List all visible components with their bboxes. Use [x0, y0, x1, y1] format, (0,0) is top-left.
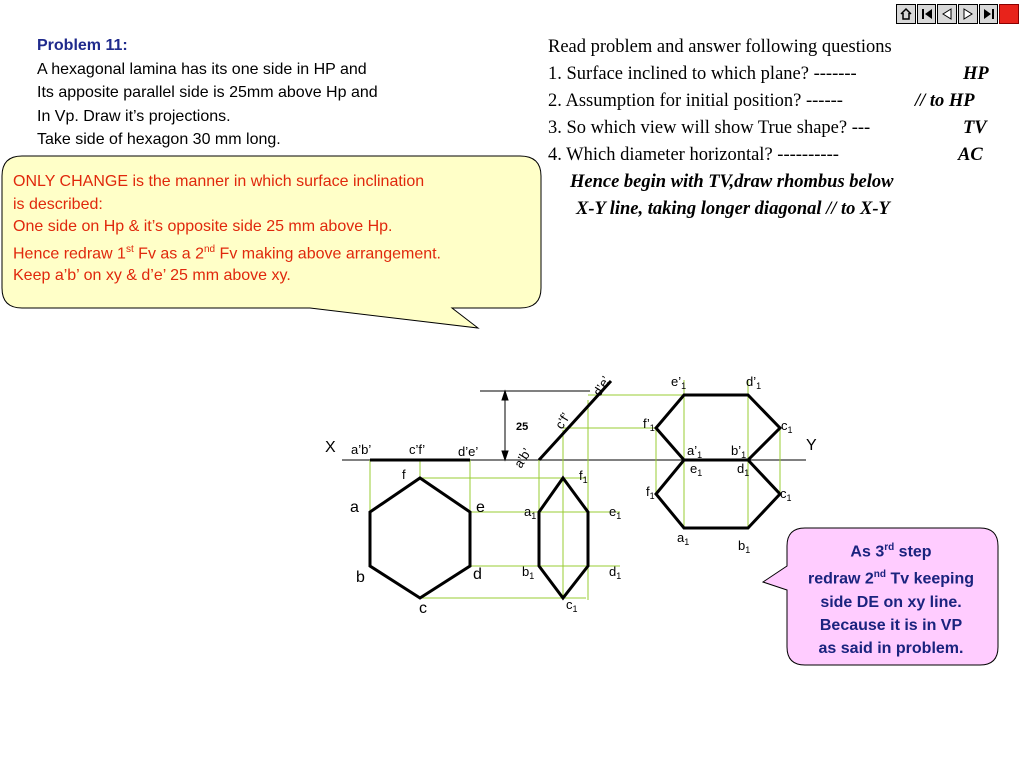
svg-text:f’1: $f’_1$: [643, 416, 655, 433]
svg-text:d1: $d_1$: [609, 564, 622, 581]
questions-block: [548, 34, 1018, 223]
svg-text:c1: $c_1$: [781, 418, 793, 435]
fv2-de-label: d’e’: [589, 373, 614, 399]
y-label: Y: [806, 437, 817, 454]
conclusion-line: X-Y line, taking longer diagonal // to X-Y: [576, 199, 890, 219]
vp-note-text: [784, 536, 998, 660]
tv1-b-label: b: [356, 569, 365, 586]
problem-statement: [37, 34, 507, 152]
question-answer: AC: [958, 145, 983, 165]
fv1-ab-label: a’b’: [351, 442, 372, 457]
svg-text:a1: $a_1$: [677, 530, 690, 547]
question-text: 4. Which diameter horizontal? ----------: [548, 145, 839, 165]
svg-text:d1: $d_1$: [737, 461, 750, 478]
problem-title: Problem 11:: [37, 37, 128, 54]
tv1-e-label: e: [476, 499, 485, 516]
callout-line: ONLY CHANGE is the manner in which surface inclination: [13, 173, 425, 190]
dimension-25-label: 25: [516, 421, 529, 433]
question-text: 2. Assumption for initial position? ------: [548, 91, 843, 111]
svg-text:f1: $f_1$: [579, 468, 588, 485]
dimension-25: [480, 391, 590, 460]
x-label: X: [325, 439, 336, 456]
problem-line: Its apposite parallel side is 25mm above Hp and: [37, 84, 378, 101]
callout-line: Keep a’b’ on xy & d’e’ 25 mm above xy.: [13, 267, 291, 285]
tv1-d-label: d: [473, 566, 482, 583]
tv1-hexagon: [370, 478, 470, 598]
svg-text:c1: $c_1$: [780, 486, 792, 503]
svg-text:e1: $e_1$: [609, 504, 622, 521]
question-item: [548, 115, 1018, 142]
callout-line: is described:: [13, 195, 103, 213]
problem-line: A hexagonal lamina has its one side in HP and: [37, 60, 367, 78]
question-text: 1. Surface inclined to which plane? -------: [548, 64, 857, 84]
question-item: [548, 61, 1018, 88]
question-answer: HP: [963, 64, 989, 84]
problem-line: Take side of hexagon 30 mm long.: [37, 131, 281, 148]
svg-text:c1: $c_1$: [566, 597, 578, 614]
tv1-c-label: c: [419, 600, 427, 617]
svg-text:d’1: $d’_1$: [746, 374, 762, 391]
fv3-hexagon: [656, 395, 780, 460]
svg-text:e1: $e_1$: [690, 461, 703, 478]
fv2-cf-label: c’f’: [551, 409, 574, 432]
fv1-cf-label: c’f’: [409, 442, 426, 457]
fv1-de-label: d’e’: [458, 444, 479, 459]
question-item: [548, 88, 1018, 115]
question-answer: // to HP: [915, 91, 975, 111]
svg-text:b’1: $b’_1$: [731, 443, 747, 460]
vp-note-line: Because it is in VP: [819, 616, 963, 634]
vp-note-line: side DE on xy line.: [820, 593, 962, 611]
callout-text: [13, 171, 553, 288]
problem-line: In Vp. Draw it’s projections.: [37, 107, 231, 125]
tv1-f-label: f: [402, 467, 406, 482]
projector-lines: [370, 380, 780, 600]
svg-text:b1: $b_1$: [522, 564, 535, 581]
callout-line: Hence redraw 1st Fv as a 2nd Fv making above arrangement.: [13, 243, 441, 262]
question-item: [548, 142, 1018, 169]
svg-text:a’1: $a’_1$: [687, 443, 703, 460]
tv1-a-label: a: [350, 499, 359, 516]
question-text: 3. So which view will show True shape? ---: [548, 118, 871, 138]
svg-text:e’1: $e’_1$: [671, 374, 687, 391]
vp-note-line: as said in problem.: [818, 639, 964, 657]
conclusion-line: Hence begin with TV,draw rhombus below: [570, 172, 894, 192]
svg-text:b1: $b_1$: [738, 538, 751, 555]
fv2-ab-label: a’b’: [510, 445, 535, 471]
vp-note-line: As 3rd step: [850, 542, 932, 561]
question-answer: TV: [963, 118, 987, 138]
vp-note-line: redraw 2nd Tv keeping: [807, 569, 975, 588]
svg-text:a1: $a_1$: [524, 504, 537, 521]
questions-intro: Read problem and answer following questions: [548, 37, 892, 57]
callout-line: One side on Hp & it’s opposite side 25 mm above Hp.: [13, 218, 393, 235]
tv3-hexagon: [656, 460, 780, 528]
svg-text:f1: $f_1$: [646, 484, 655, 501]
